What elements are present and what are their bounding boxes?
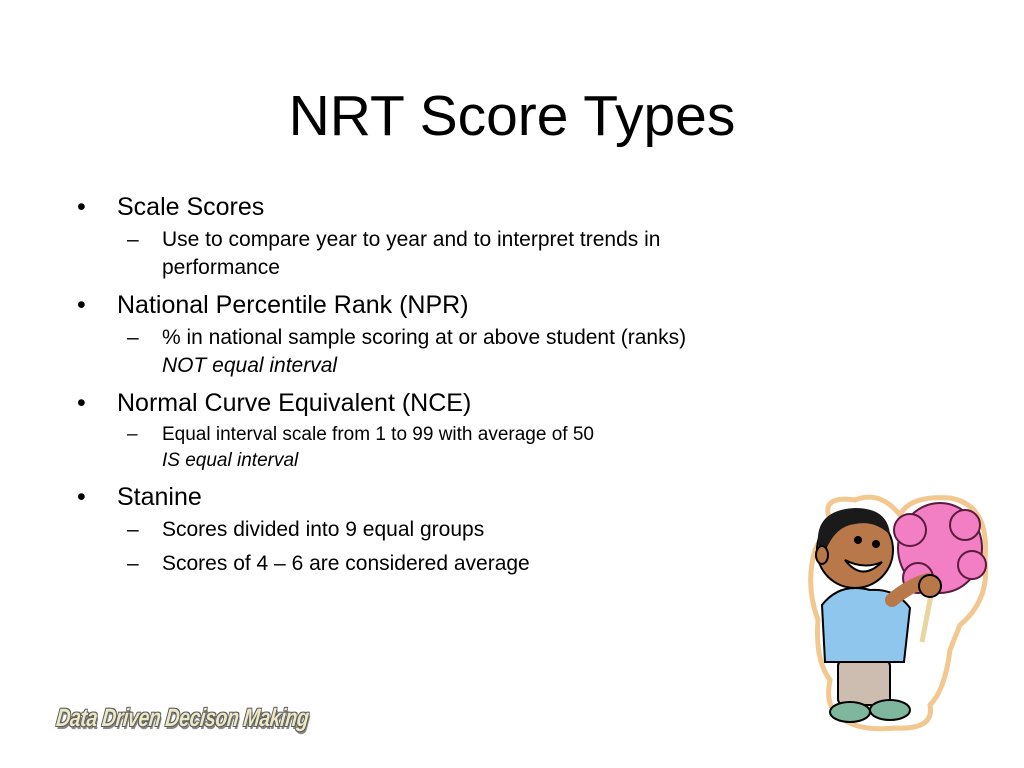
dash-icon: – — [127, 228, 139, 251]
bullet-label: Scale Scores — [117, 193, 265, 221]
dash-icon: – — [127, 552, 139, 575]
slide-title: NRT Score Types — [288, 84, 736, 148]
sub-item-text-cont: performance — [162, 256, 280, 279]
sub-item — [77, 516, 837, 544]
sub-item-note: NOT equal interval — [162, 354, 338, 377]
bullet-icon: • — [77, 389, 86, 417]
sub-item — [77, 550, 837, 578]
sub-item — [77, 324, 837, 380]
bullet-label: Normal Curve Equivalent (NCE) — [117, 389, 472, 417]
bullet-item-stanine — [77, 480, 837, 514]
bullet-icon: • — [77, 483, 86, 511]
bullet-icon: • — [77, 193, 86, 221]
sub-item-text: % in national sample scoring at or above student (ranks) — [162, 326, 687, 349]
bullet-list — [77, 190, 837, 584]
bullet-item-nce — [77, 386, 837, 420]
dash-icon: – — [127, 424, 138, 445]
dash-icon: – — [127, 326, 139, 349]
bullet-label: Stanine — [117, 483, 202, 511]
boy-with-cotton-candy-icon — [800, 490, 990, 735]
sub-item-text: Scores divided into 9 equal groups — [162, 518, 485, 541]
sub-item-text: Use to compare year to year and to interpret trends in — [162, 228, 661, 251]
sub-item-note: IS equal interval — [162, 450, 299, 471]
sub-item-text: Equal interval scale from 1 to 99 with average of 50 — [162, 424, 594, 445]
dash-icon: – — [127, 518, 139, 541]
sub-item — [77, 422, 837, 474]
footer-logo: Data Driven Decison Making — [54, 704, 311, 732]
bullet-item-npr — [77, 288, 837, 322]
bullet-item-scale-scores — [77, 190, 837, 224]
bullet-icon: • — [77, 291, 86, 319]
bullet-label: National Percentile Rank (NPR) — [117, 291, 469, 319]
sub-item-text: Scores of 4 – 6 are considered average — [162, 552, 530, 575]
sub-item — [77, 226, 837, 282]
